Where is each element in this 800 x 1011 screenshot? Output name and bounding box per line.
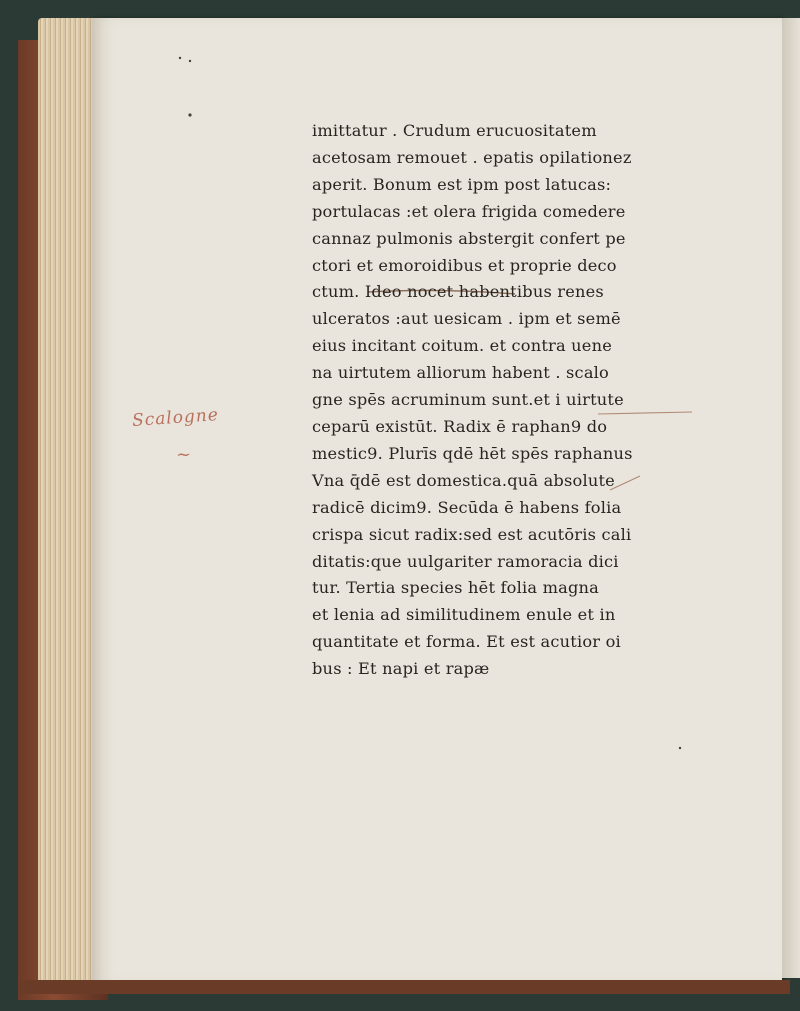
text-line: et lenia ad similitudinem enule et in: [312, 605, 616, 625]
speck: [179, 57, 181, 59]
text-line: crispa sicut radix:sed est acutōris cali: [312, 524, 632, 544]
text-line: eius incitant coitum. et contra uene: [312, 336, 612, 356]
text-line: quantitate et forma. Et est acutior oi: [312, 632, 621, 652]
text-line: bus : Et napi et rapæ: [312, 659, 490, 679]
text-line: ditatis:que uulgariter ramoracia dici: [312, 551, 619, 571]
speck: [189, 60, 191, 62]
text-line: mestic9. Plurīs qdē hēt spēs raphanus: [312, 443, 633, 463]
text-line: aperit. Bonum est ipm post latucas:: [312, 174, 612, 194]
text-line: ctum. Ideo nocet habentibus renes: [312, 282, 604, 302]
text-line: gne spēs acruminum sunt.et i uirtute: [312, 390, 624, 410]
text-line: radicē dicim9. Secūda ē habens folia: [312, 497, 622, 517]
speck: [679, 747, 681, 749]
text-line: portulacas :et olera frigida comedere: [312, 201, 626, 221]
text-line: tur. Tertia species hēt folia magna: [312, 578, 600, 598]
text-line: ctori et emoroidibus et proprie deco: [312, 255, 617, 275]
text-line: ulceratos :aut uesicam . ipm et semē: [312, 309, 621, 329]
speck: [188, 113, 191, 116]
text-line: imittatur . Crudum erucuositatem: [312, 121, 597, 140]
text-line: acetosam remouet . epatis opilationez: [312, 147, 632, 167]
text-line: ceparū existūt. Radix ē raphan9 do: [312, 416, 608, 436]
text-line: cannaz pulmonis abstergit confert pe: [312, 228, 626, 248]
text-line: na uirtutem alliorum habent . scalo: [312, 363, 609, 383]
marginal-note: Scalogne: [131, 404, 220, 432]
text-block: [312, 118, 682, 683]
text-line: Vna q̄dē est domestica.quā absolute: [312, 470, 615, 490]
marginal-mark: ~: [176, 444, 192, 465]
